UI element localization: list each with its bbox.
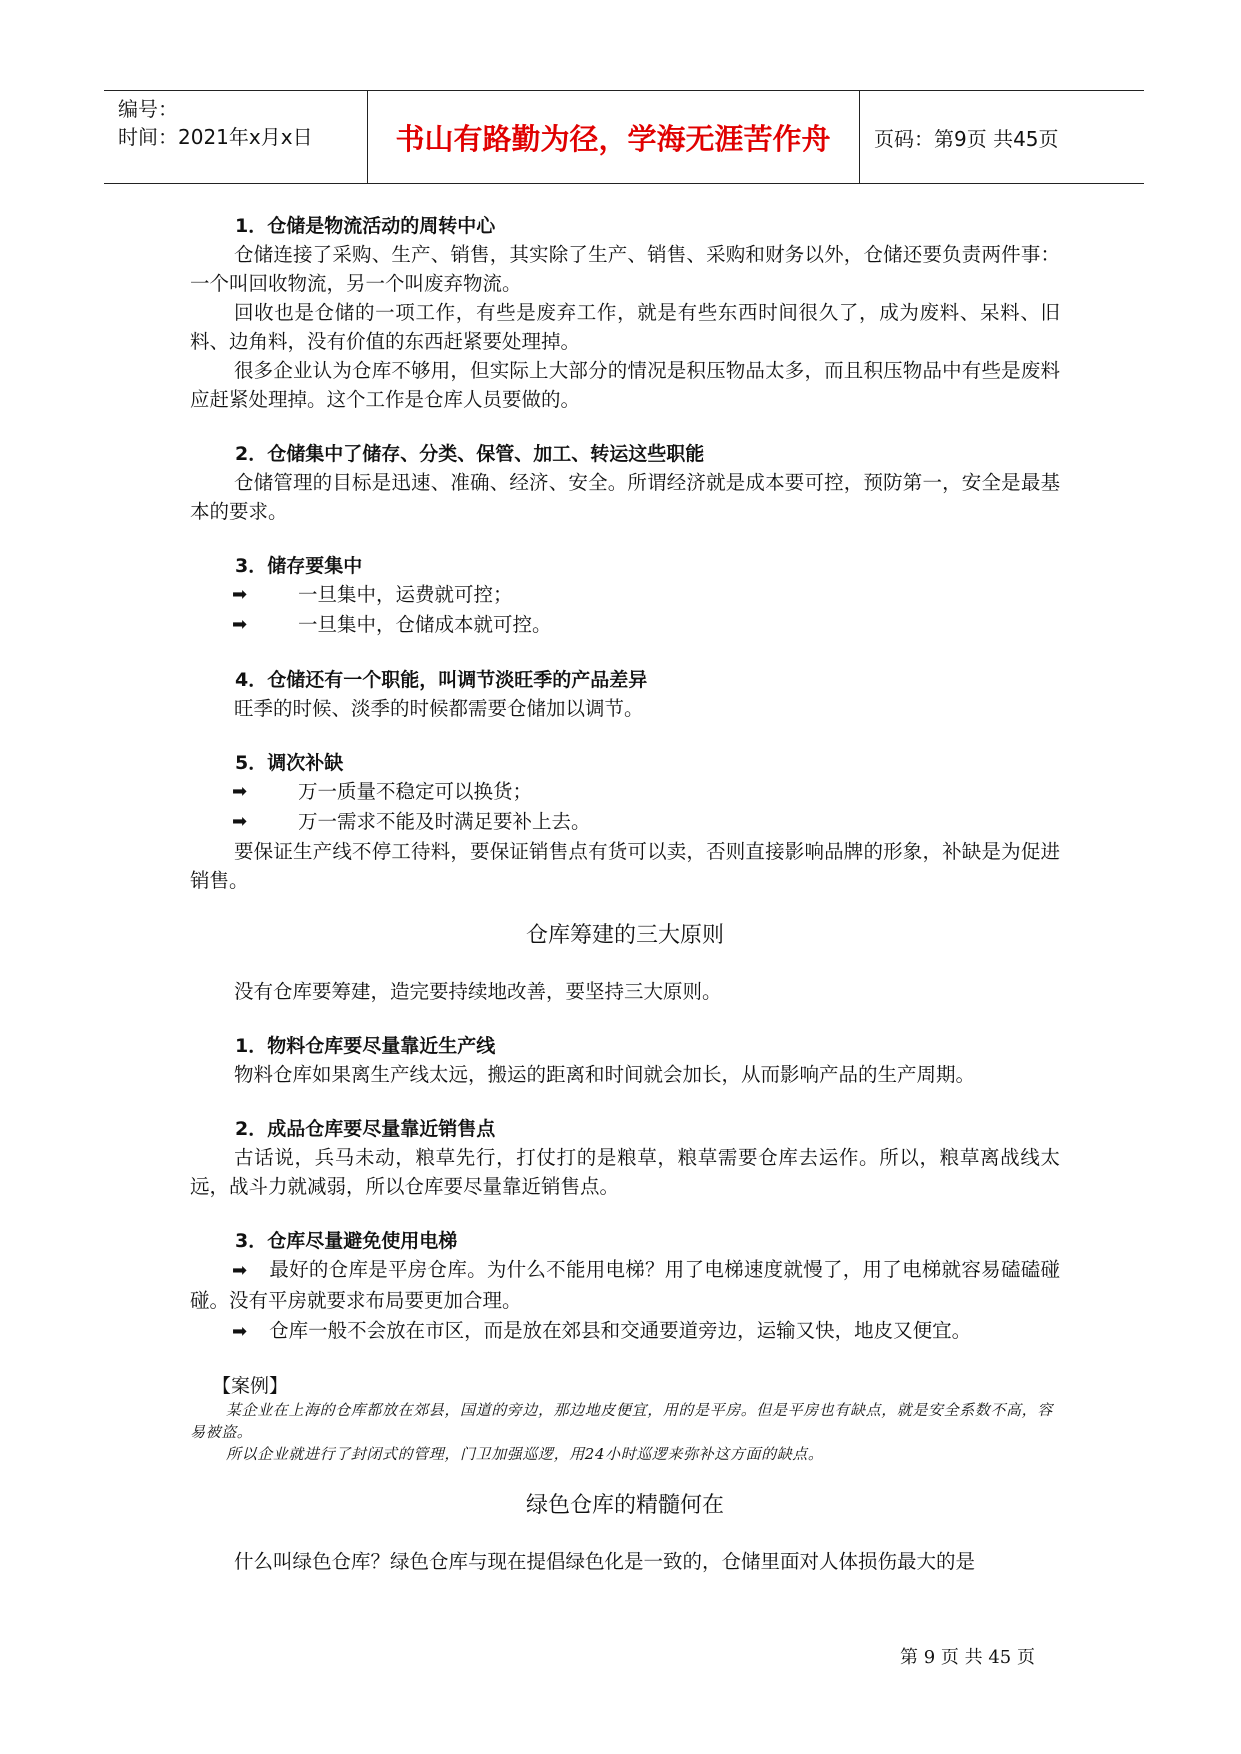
paragraph: 要保证生产线不停工待料，要保证销售点有货可以卖，否则直接影响品牌的形象，补缺是为促进销售。 [190,840,1060,892]
time-label: 时间：2021年x月x日 [118,125,313,149]
header-page-number: 页码：第9页 共45页 [874,126,1059,151]
list-item [190,610,1060,640]
paragraph: 物料仓库如果离生产线太远，搬运的距离和时间就会加长，从而影响产品的生产周期。 [234,1063,976,1086]
list-item [190,807,1060,837]
arrow-bullet-icon: ➡ [232,781,248,802]
section-heading: 3．仓库尽量避免使用电梯 [235,1230,458,1252]
section-heading: 3．储存要集中 [235,555,363,577]
section-heading: 2．仓储集中了储存、分类、保管、加工、转运这些职能 [235,443,705,465]
list-item-text: 万一质量不稳定可以换货； [298,780,533,803]
paragraph: 古话说，兵马未动，粮草先行，打仗打的是粮草，粮草需要仓库去运作。所以，粮草离战线太远，战斗力就减弱，所以仓库要尽量靠近销售点。 [190,1146,1060,1198]
section-heading: 5．调次补缺 [235,752,344,774]
arrow-bullet-icon: ➡ [232,1260,248,1281]
list-item-text: 一旦集中，运费就可控； [298,583,513,606]
page-header [104,90,1144,184]
paragraph: 什么叫绿色仓库？绿色仓库与现在提倡绿色化是一致的，仓储里面对人体损伤最大的是 [234,1550,976,1573]
chapter-title: 仓库筹建的三大原则 [525,923,724,948]
list-item-text: 仓库一般不会放在市区，而是放在郊县和交通要道旁边，运输又快，地皮又便宜。 [269,1319,972,1342]
arrow-bullet-icon: ➡ [232,584,248,605]
header-divider [859,91,860,183]
code-label: 编号： [118,97,178,121]
section-heading: 1．仓储是物流活动的周转中心 [235,215,496,237]
paragraph: 回收也是仓储的一项工作，有些是废弃工作，就是有些东西时间很久了，成为废料、呆料、旧料、边角料，没有价值的东西赶紧要处理掉。 [190,301,1060,353]
section-heading: 2．成品仓库要尽量靠近销售点 [235,1118,496,1140]
arrow-bullet-icon: ➡ [232,1321,248,1342]
arrow-bullet-icon: ➡ [232,614,248,635]
paragraph: 没有仓库要筹建，造完要持续地改善，要坚持三大原则。 [234,980,722,1003]
list-item-text: 最好的仓库是平房仓库。为什么不能用电梯？用了电梯速度就慢了，用了电梯就容易磕磕碰碰。没有平房就要求布局要更加合理。 [190,1258,1060,1312]
case-paragraph: 某企业在上海的仓库都放在郊县，国道的旁边，那边地皮便宜，用的是平房。但是平房也有缺点，就是安全系数不高，容易被盗。 [190,1401,1053,1441]
header-meta [118,95,313,151]
list-item [190,777,1060,807]
list-item-text: 万一需求不能及时满足要补上去。 [298,810,591,833]
paragraph: 旺季的时候、淡季的时候都需要仓储加以调节。 [234,697,644,720]
list-item-text: 一旦集中，仓储成本就可控。 [298,613,552,636]
paragraph: 很多企业认为仓库不够用，但实际上大部分的情况是积压物品太多，而且积压物品中有些是废料应赶紧处理掉。这个工作是仓库人员要做的。 [190,359,1060,411]
paragraph: 仓储管理的目标是迅速、准确、经济、安全。所谓经济就是成本要可控，预防第一，安全是最基本的要求。 [190,471,1060,523]
arrow-bullet-icon: ➡ [232,811,248,832]
section-heading: 1．物料仓库要尽量靠近生产线 [235,1035,496,1057]
header-motto: 书山有路勤为径，学海无涯苦作舟 [395,121,831,156]
paragraph: 仓储连接了采购、生产、销售，其实除了生产、销售、采购和财务以外，仓储还要负责两件事：一个叫回收物流，另一个叫废弃物流。 [190,243,1060,295]
case-heading: 【案例】 [212,1375,289,1397]
chapter-title: 绿色仓库的精髓何在 [525,1493,724,1518]
case-paragraph: 所以企业就进行了封闭式的管理，门卫加强巡逻，用24小时巡逻来弥补这方面的缺点。 [226,1445,824,1463]
document-body [190,212,1060,1576]
page-footer: 第 9 页 共 45 页 [900,1647,1035,1668]
section-heading: 4．仓储还有一个职能，叫调节淡旺季的产品差异 [235,669,648,691]
list-item [190,1316,1060,1347]
list-item [190,580,1060,610]
list-item [190,1255,1060,1316]
